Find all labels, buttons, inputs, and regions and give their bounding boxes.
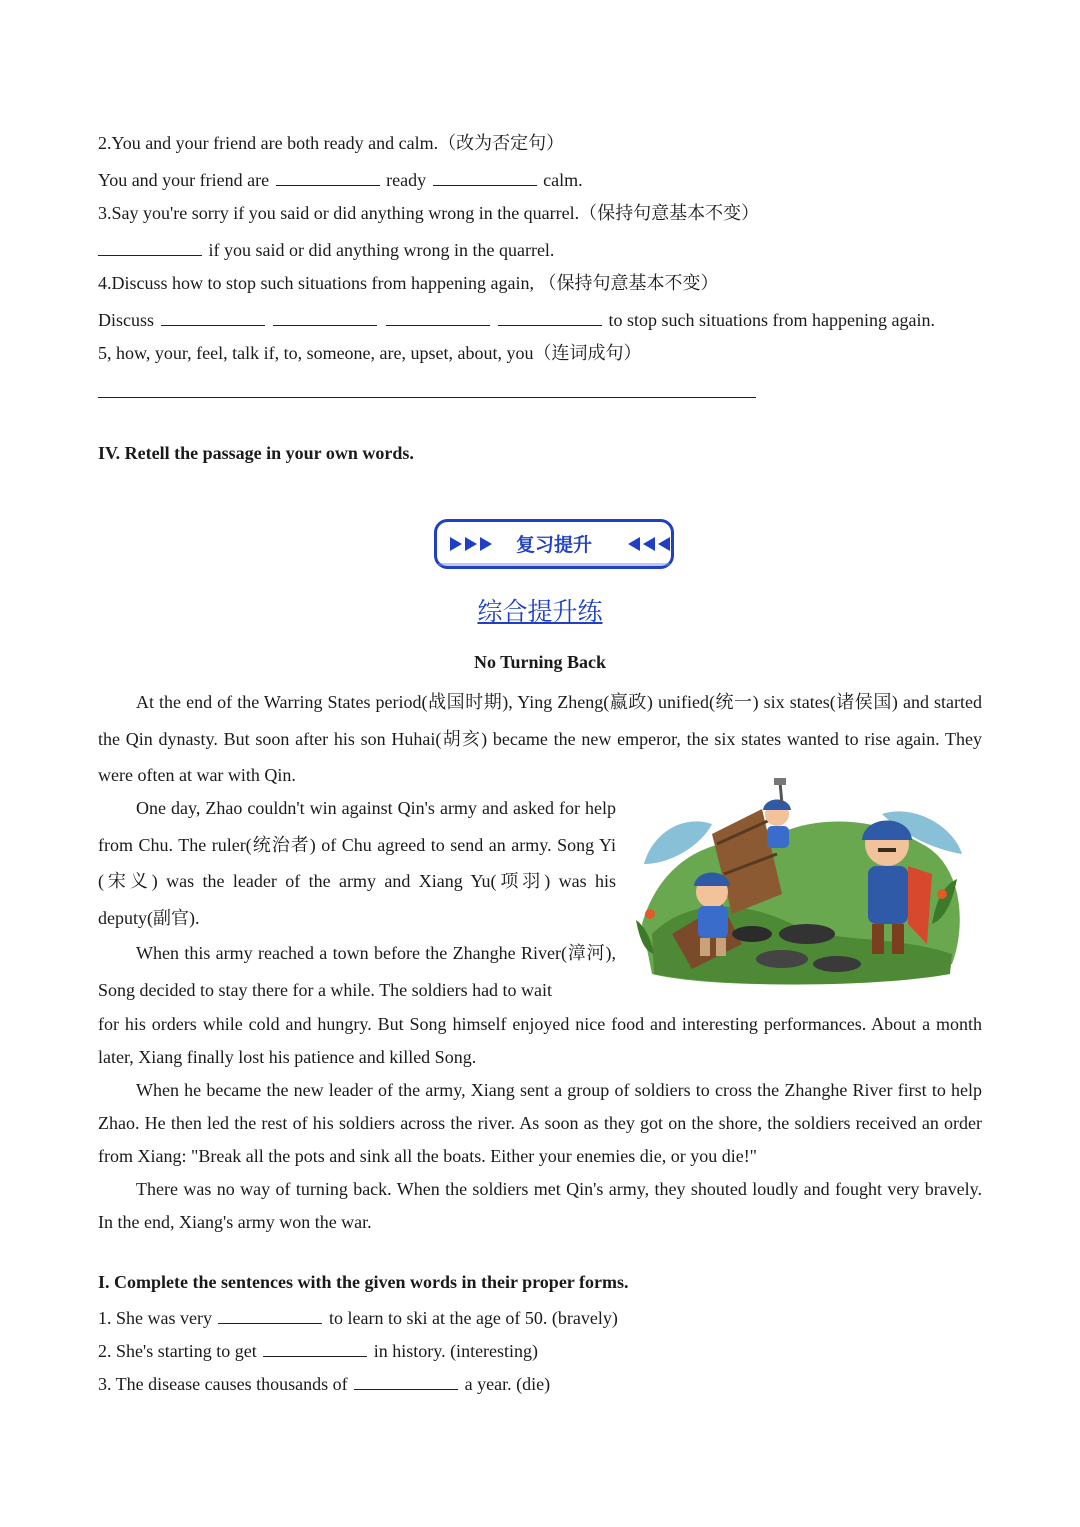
item-text-after: to learn to ski at the age of 50. (bravely) [328,1308,618,1328]
answer-blank[interactable] [161,307,265,326]
section-i-item [98,1371,550,1396]
q5-prompt: 5, how, your, feel, talk if, to, someone, are, upset, about, you（连词成句） [98,343,642,363]
q4-text-2: to stop such situations from happening again. [608,310,935,330]
q4-prompt: 4.Discuss how to stop such situations from happening again, （保持句意基本不变） [98,273,719,293]
item-text-before: 2. She's starting to get [98,1341,257,1361]
banner-label: 复习提升 [515,534,593,556]
section-iv-heading: IV. Retell the passage in your own words. [98,443,414,463]
answer-blank[interactable] [98,237,202,256]
story-title: No Turning Back [473,652,607,672]
q4-answer-line [98,307,935,332]
q2-answer-line [98,167,583,192]
item-text-before: 1. She was very [98,1308,212,1328]
review-banner [434,519,674,569]
section-title: 综合提升练 [477,597,603,626]
story-paragraph-5: There was no way of turning back. When the soldiers met Qin's army, they shouted loudly and fought very bravely. In the end, Xiang's army won the war. [98,1179,982,1232]
item-text-after: a year. (die) [464,1374,551,1394]
answer-blank[interactable] [354,1371,458,1390]
q3-text: if you said or did anything wrong in the quarrel. [208,240,555,260]
story-paragraph-3a: When this army reached a town before the Zhanghe River(漳河), Song decided to stay there for a while. The soldiers had to wait [98,943,616,1000]
q3-prompt: 3.Say you're sorry if you said or did anything wrong in the quarrel.（保持句意基本不变） [98,203,760,223]
story-paragraph-3b: for his orders while cold and hungry. But Song himself enjoyed nice food and interesting performances. About a month later, Xiang finally lost his patience and killed Song. [98,1014,982,1067]
item-text-before: 3. The disease causes thousands of [98,1374,348,1394]
q2-text-3: calm. [543,170,583,190]
story-paragraph-1: At the end of the Warring States period(战国时期), Ying Zheng(嬴政) unified(统一) six states(诸侯国) and started the Qin dynasty. But soon after his son Huhai(胡亥) became the new emperor, the six states wanted to rise again. They were often at war with Qin. [98,692,982,785]
q5-answer-line[interactable] [98,397,756,398]
item-text-after: in history. (interesting) [373,1341,539,1361]
answer-blank[interactable] [276,167,380,186]
answer-blank[interactable] [263,1338,367,1357]
section-i-item [98,1305,618,1330]
answer-blank[interactable] [498,307,602,326]
answer-blank[interactable] [386,307,490,326]
q2-text-1: You and your friend are [98,170,270,190]
answer-blank[interactable] [433,167,537,186]
answer-blank[interactable] [218,1305,322,1324]
soldiers-breaking-pots-illustration [632,774,970,992]
q2-text-2: ready [386,170,427,190]
q4-text-1: Discuss [98,310,155,330]
answer-blank[interactable] [273,307,377,326]
section-i-heading: I. Complete the sentences with the given words in their proper forms. [98,1272,629,1292]
story-paragraph-4: When he became the new leader of the army, Xiang sent a group of soldiers to cross the Zhanghe River first to help Zhao. He then led the rest of his soldiers across the river. As soon as they got on the shore, the soldiers received an order from Xiang: "Break all the pots and sink all the boats. Either your enemies die, or you die!" [98,1080,982,1166]
section-i-item [98,1338,538,1363]
story-paragraph-2: One day, Zhao couldn't win against Qin's army and asked for help from Chu. The ruler(统治者) of Chu agreed to send an army. Song Yi (宋义) was the leader of the army and Xiang Yu(项羽) was his deputy(副官). [98,798,616,928]
q3-answer-line [98,237,554,262]
q2-prompt: 2.You and your friend are both ready and calm.（改为否定句） [98,133,565,153]
